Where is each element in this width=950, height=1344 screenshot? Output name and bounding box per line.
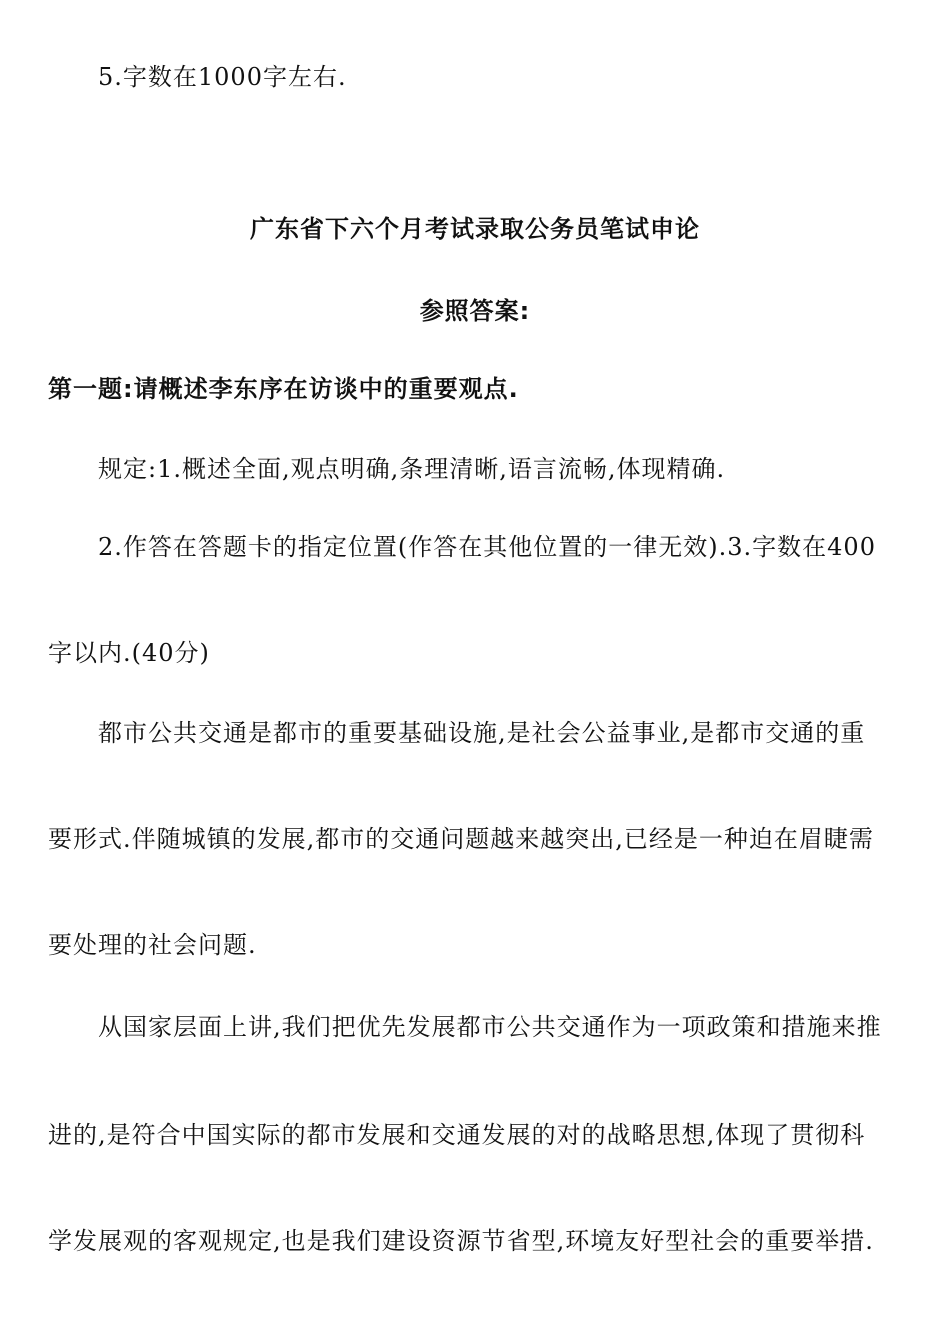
paragraph-2-line-2: 进的,是符合中国实际的都市发展和交通发展的对的战略思想,体现了贯彻科 [48,1121,866,1149]
document-title: 广东省下六个月考试录取公务员笔试申论 [250,215,700,243]
question-heading: 第一题:请概述李东序在访谈中的重要观点. [48,375,519,403]
paragraph-2-line-3: 学发展观的客观规定,也是我们建设资源节省型,环境友好型社会的重要举措. [48,1227,874,1255]
list-item-5: 5.字数在1000字左右. [98,63,347,91]
document-subtitle: 参照答案: [419,297,531,325]
requirements-line-3: 字以内.(40分) [48,639,210,667]
requirements-line-2: 2.作答在答题卡的指定位置(作答在其他位置的一律无效).3.字数在400 [98,533,876,561]
paragraph-1-line-2: 要形式.伴随城镇的发展,都市的交通问题越来越突出,已经是一种迫在眉睫需 [48,825,874,853]
paragraph-1-line-3: 要处理的社会问题. [48,931,257,959]
requirements-line-1: 规定:1.概述全面,观点明确,条理清晰,语言流畅,体现精确. [98,455,726,483]
paragraph-2-line-1: 从国家层面上讲,我们把优先发展都市公共交通作为一项政策和措施来推 [98,1013,882,1041]
paragraph-1-line-1: 都市公共交通是都市的重要基础设施,是社会公益事业,是都市交通的重 [98,719,866,747]
